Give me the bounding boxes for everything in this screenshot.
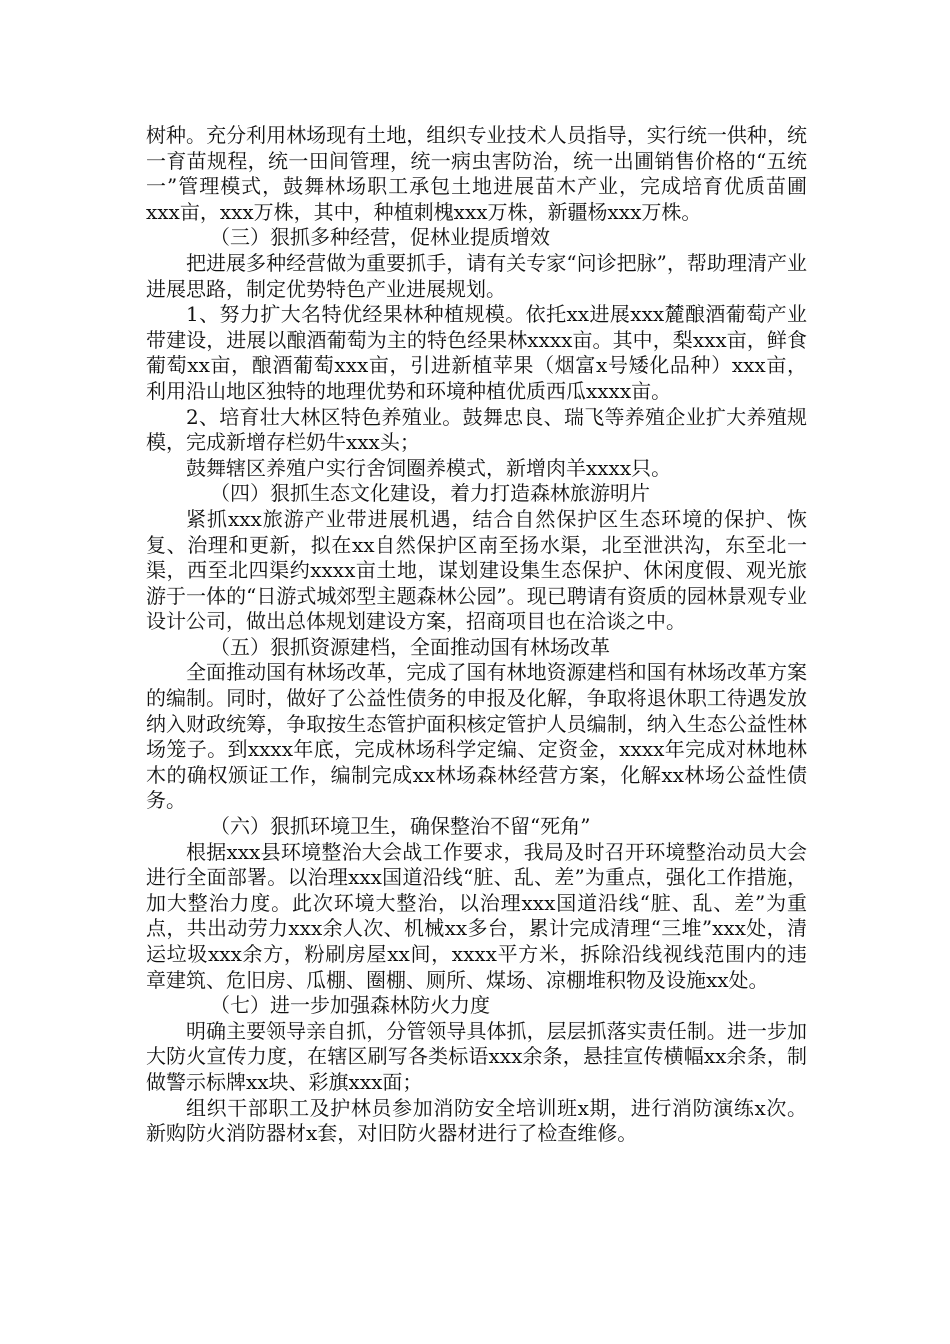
- paragraph-expert-planning: 把进展多种经营做为重要抓手，请有关专家“问诊把脉”，帮助理清产业进展思路，制定优势特色产业进展规划。: [146, 250, 807, 301]
- section-heading-fire-prevention: （七）进一步加强森林防火力度: [210, 993, 490, 1018]
- paragraph-sheep-breeding: 鼓舞辖区养殖户实行舍饲圈养模式，新增肉羊xxxx只。: [186, 455, 672, 480]
- paragraph-fire-training: 组织干部职工及护林员参加消防安全培训班x期，进行消防演练x次。新购防火消防器材x套，对旧防火器材进行了检查维修。: [146, 1095, 807, 1146]
- paragraph-fruit-forest-expansion: 1、努力扩大名特优经果林种植规模。依托xx进展xxx麓酿酒葡萄产业带建设，进展以酿酒葡萄为主的特色经果林xxxx亩。其中，梨xxx亩，鲜食葡萄xx亩，酿酒葡萄xxx亩，引进新植苹果（烟富x号矮化品种）xxx亩，利用沿山地区独特的地理优势和环境种植优质西瓜xxxx亩。: [146, 302, 807, 403]
- document-body: [146, 123, 807, 1147]
- paragraph-environmental-cleanup: 根据xxx县环境整治大会战工作要求，我局及时召开环境整治动员大会进行全面部署。以治理xxx国道沿线“脏、乱、差”为重点，强化工作措施，加大整治力度。此次环境大整治，以治理xxx国道沿线“脏、乱、差”为重点，共出动劳力xxx余人次、机械xx多台，累计完成清理“三堆”xxx处，清运垃圾xxx余方，粉刷房屋xx间，xxxx平方米，拆除沿线视线范围内的违章建筑、危旧房、瓜棚、圈棚、厕所、煤场、凉棚堆积物及设施xx处。: [146, 839, 807, 992]
- section-heading-resource-records: （五）狠抓资源建档，全面推动国有林场改革: [210, 634, 610, 659]
- paragraph-forest-park-plan: 紧抓xxx旅游产业带进展机遇，结合自然保护区生态环境的保护、恢复、治理和更新，拟在xx自然保护区南至扬水渠，北至泄洪沟，东至北一渠，西至北四渠约xxxx亩土地，谋划建设集生态保护、休闲度假、观光旅游于一体的“日游式城郊型主题森林公园”。现已聘请有资质的园林景观专业设计公司，做出总体规划建设方案，招商项目也在洽谈之中。: [146, 506, 807, 634]
- paragraph-fire-responsibility: 明确主要领导亲自抓，分管领导具体抓，层层抓落实责任制。进一步加大防火宣传力度，在辖区刷写各类标语xxx余条，悬挂宣传横幅xx余条，制做警示标牌xx块、彩旗xxx面；: [146, 1018, 807, 1094]
- paragraph-forest-farm-reform: 全面推动国有林场改革，完成了国有林地资源建档和国有林场改革方案的编制。同时，做好了公益性债务的申报及化解，争取将退休职工待遇发放纳入财政统筹，争取按生态管护面积核定管护人员编制，纳入生态公益性林场笼子。到xxxx年底，完成林场科学定编、定资金，xxxx年完成对林地林木的确权颁证工作，编制完成xx林场森林经营方案，化解xx林场公益性债务。: [146, 660, 807, 813]
- section-heading-diversified-operations: （三）狠抓多种经营，促林业提质增效: [210, 225, 550, 250]
- paragraph-breeding-industry: 2、培育壮大林区特色养殖业。鼓舞忠良、瑞飞等养殖企业扩大养殖规模，完成新增存栏奶牛xxx头；: [146, 404, 807, 455]
- section-heading-environmental-sanitation: （六）狠抓环境卫生，确保整治不留“死角”: [210, 814, 591, 839]
- paragraph-seedling-management: 树种。充分利用林场现有土地，组织专业技术人员指导，实行统一供种，统一育苗规程，统一田间管理，统一病虫害防治，统一出圃销售价格的“五统一”管理模式，鼓舞林场职工承包土地进展苗木产业，完成培育优质苗圃xxx亩，xxx万株，其中，种植刺槐xxx万株，新疆杨xxx万株。: [146, 123, 807, 224]
- section-heading-ecological-culture: （四）狠抓生态文化建设，着力打造森林旅游明片: [210, 481, 650, 506]
